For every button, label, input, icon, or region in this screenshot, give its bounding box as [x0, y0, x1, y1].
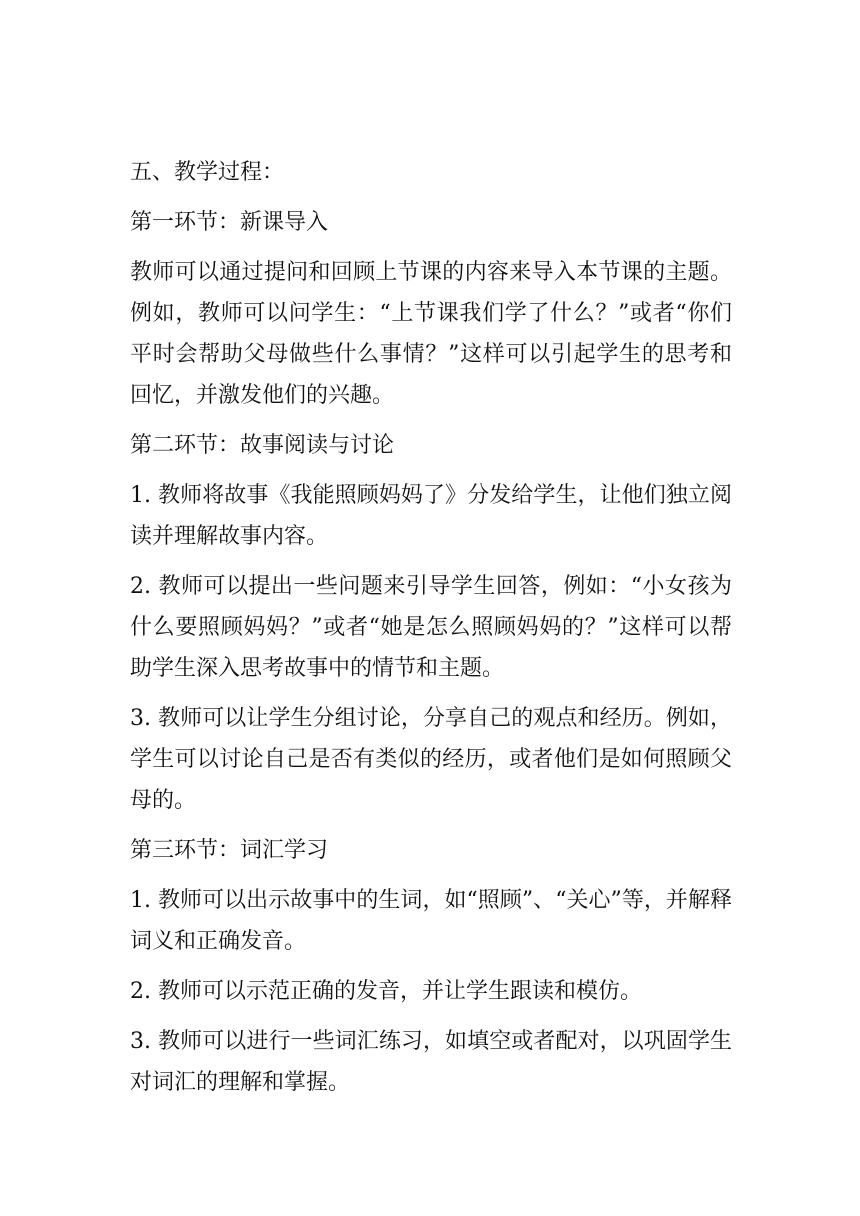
stage-1-title: 第一环节：新课导入 [130, 210, 329, 235]
stage-2-paragraph-2: 2. 教师可以提出一些问题来引导学生回答，例如：“小女孩为什么要照顾妈妈？”或者“她是怎么照顾妈妈的？”这样可以帮助学生深入思考故事中的情节和主题。 [130, 574, 732, 681]
stage-2-title: 第二环节：故事阅读与讨论 [130, 433, 395, 458]
stage-3-paragraph-1: 1. 教师可以出示故事中的生词，如“照顾”、“关心”等，并解释词义和正确发音。 [130, 888, 732, 954]
stage-2-paragraph-1: 1. 教师将故事《我能照顾妈妈了》分发给学生，让他们独立阅读并理解故事内容。 [130, 483, 732, 549]
stage-3-paragraph-2: 2. 教师可以示范正确的发音，并让学生跟读和模仿。 [130, 979, 642, 1004]
document-body [130, 152, 732, 1112]
section-title: 五、教学过程： [130, 160, 285, 185]
stage-3-title: 第三环节：词汇学习 [130, 838, 329, 863]
stage-3-paragraph-3: 3. 教师可以进行一些词汇练习，如填空或者配对，以巩固学生对词汇的理解和掌握。 [130, 1029, 732, 1095]
stage-1-paragraph-1: 教师可以通过提问和回顾上节课的内容来导入本节课的主题。例如，教师可以问学生：“上节课我们学了什么？”或者“你们平时会帮助父母做些什么事情？”这样可以引起学生的思考和回忆，并激发他们的兴趣。 [130, 260, 732, 408]
stage-2-paragraph-3: 3. 教师可以让学生分组讨论，分享自己的观点和经历。例如，学生可以讨论自己是否有类似的经历，或者他们是如何照顾父母的。 [130, 706, 732, 813]
